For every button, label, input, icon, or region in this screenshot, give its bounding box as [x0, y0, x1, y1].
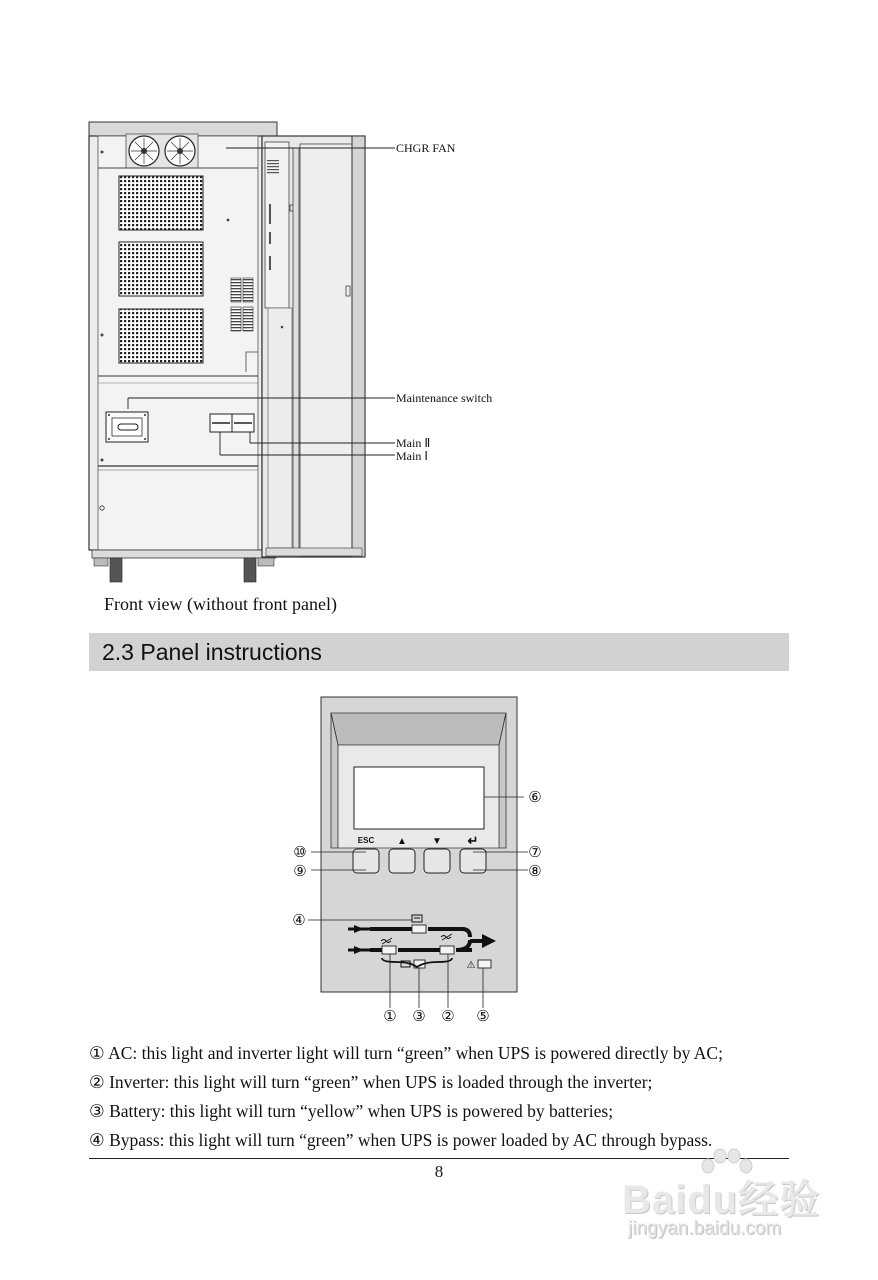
- lcd-screen: [354, 767, 484, 829]
- chgr-fan-label: CHGR FAN: [396, 141, 456, 155]
- watermark-url: jingyan.baidu.com: [628, 1218, 782, 1239]
- maintenance-switch-label: Maintenance switch: [396, 391, 493, 405]
- warning-icon: ⚠: [466, 960, 476, 971]
- enter-arrow-icon: ↵: [467, 833, 479, 848]
- callout-4: ④: [292, 912, 306, 929]
- watermark-brand: Baidu经验: [622, 1178, 821, 1222]
- down-arrow-icon: ▼: [432, 836, 442, 847]
- fault-light: [478, 960, 491, 968]
- section-header-bar: [89, 633, 789, 671]
- footer-rule: [89, 1158, 789, 1159]
- main-switches-icon: [210, 414, 254, 432]
- esc-label: ESC: [357, 836, 375, 845]
- legend-battery: ③ Battery: this light will turn “yellow” when UPS is powered by batteries;: [89, 1101, 614, 1121]
- callout-3: ③: [412, 1008, 426, 1025]
- callout-9: ⑨: [293, 863, 307, 880]
- page-number: 8: [434, 1162, 444, 1181]
- callout-1: ①: [383, 1008, 397, 1025]
- legend-inverter: ② Inverter: this light will turn “green” when UPS is loaded through the inverter;: [89, 1072, 653, 1092]
- section-title: 2.3 Panel instructions: [102, 639, 322, 665]
- callout-6: ⑥: [528, 789, 542, 806]
- ac-light: [382, 946, 396, 954]
- main-ii-label: Main Ⅱ: [396, 436, 431, 450]
- down-button[interactable]: [424, 849, 450, 873]
- main-i-label: Main Ⅰ: [396, 449, 428, 463]
- legend-bypass: ④ Bypass: this light will turn “green” when UPS is power loaded by AC through bypass.: [89, 1130, 713, 1150]
- enter-button[interactable]: [460, 849, 486, 873]
- control-panel-drawing: [0, 680, 878, 1030]
- esc-button[interactable]: [353, 849, 379, 873]
- callout-8: ⑧: [528, 863, 542, 880]
- callout-7: ⑦: [528, 844, 542, 861]
- bypass-light: [412, 925, 426, 933]
- callout-10: ⑩: [293, 844, 307, 861]
- cabinet-front-view-drawing: [0, 0, 878, 630]
- callout-2: ②: [441, 1008, 455, 1025]
- front-view-caption: Front view (without front panel): [104, 594, 337, 614]
- maintenance-switch-icon: [106, 412, 148, 442]
- charger-fan-icon: [126, 134, 198, 168]
- callout-5: ⑤: [476, 1008, 490, 1025]
- up-arrow-icon: ▲: [397, 836, 407, 847]
- legend-ac: ① AC: this light and inverter light will turn “green” when UPS is powered directly by AC;: [89, 1043, 723, 1063]
- up-button[interactable]: [389, 849, 415, 873]
- inverter-light: [440, 946, 454, 954]
